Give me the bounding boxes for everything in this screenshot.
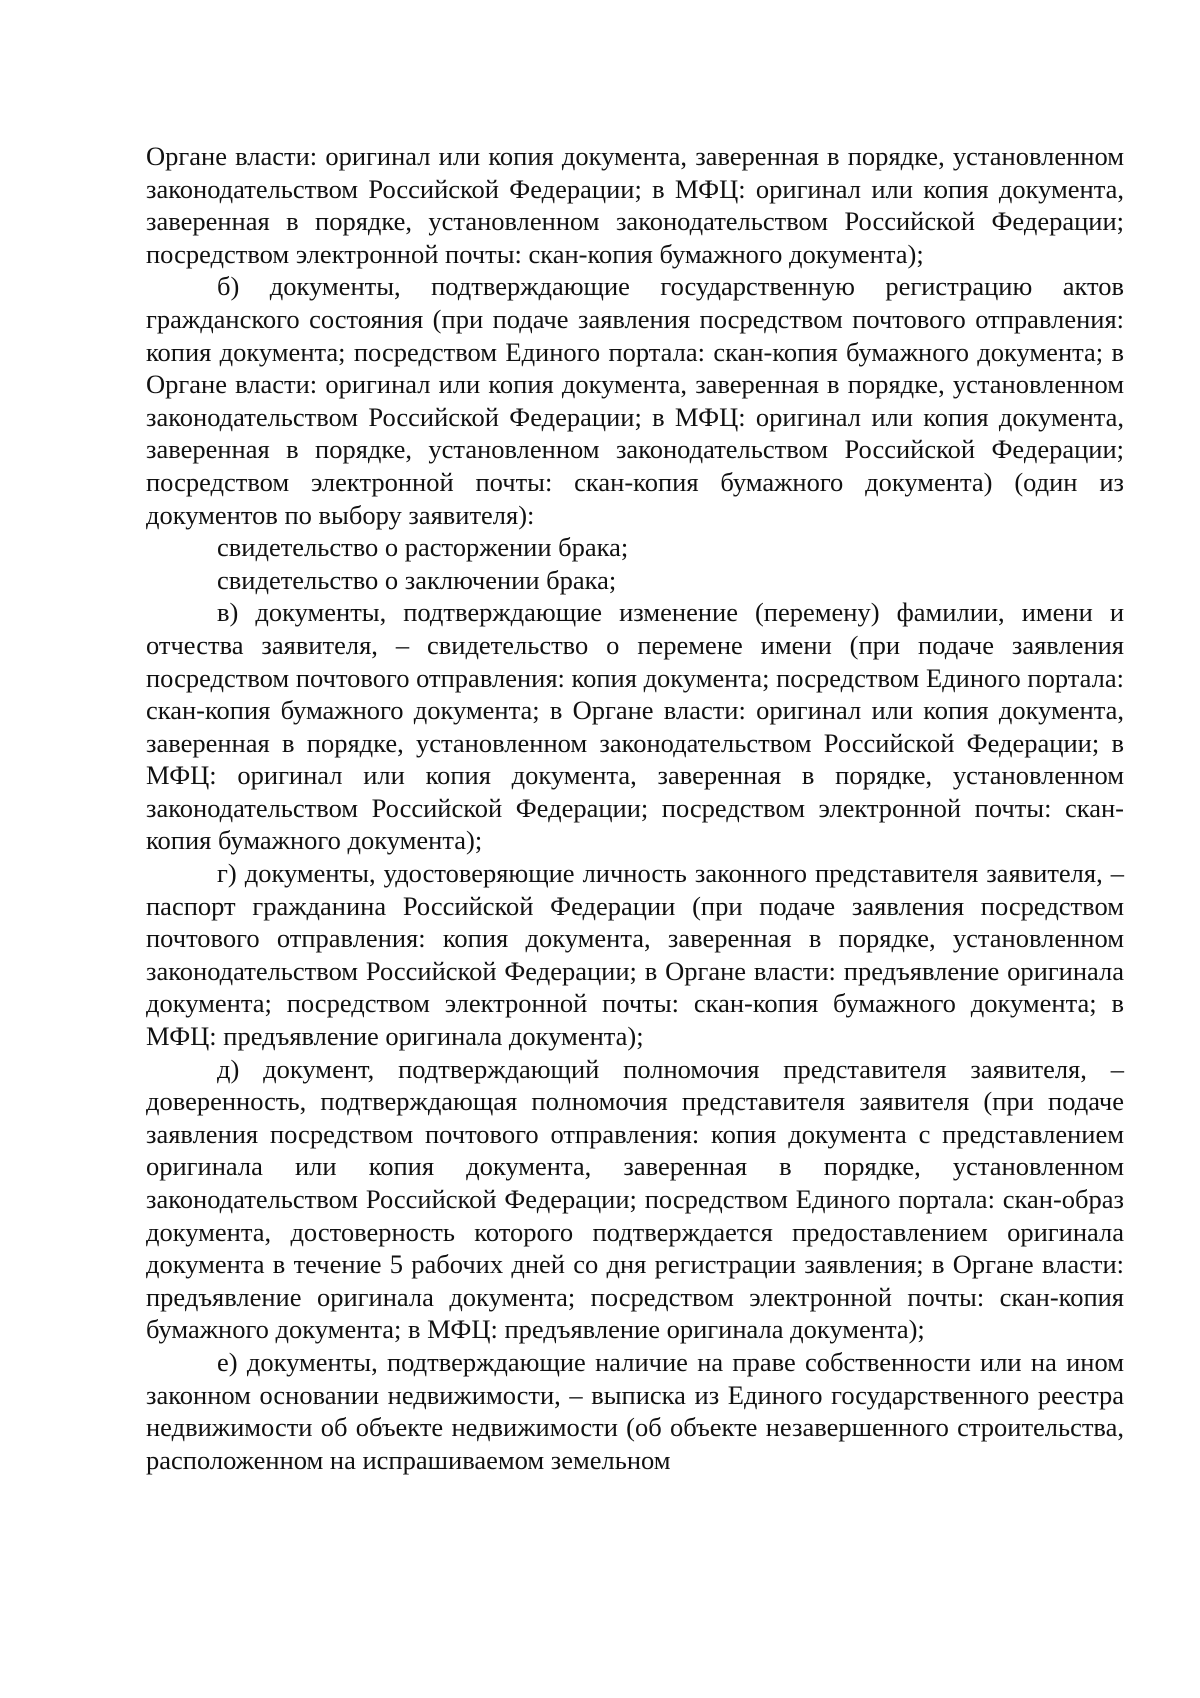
paragraph-item-d: д) документ, подтверждающий полномочия представителя заявителя, – доверенность, подтверждающая полномочия представителя заявителя (при подаче заявления посредством почтового отправления: копия документа с представлением оригинала или копия документа, заверенная в порядке, установленном законодательством Российской Федерации; посредством Единого портала: скан-образ документа, достоверность которого подтверждается предоставлением оригинала документа в течение 5 рабочих дней со дня регистрации заявления; в Органе власти: предъявление оригинала документа; посредством электронной почты: скан-копия бумажного документа; в МФЦ: предъявление оригинала документа); <box>146 1053 1124 1345</box>
list-item-divorce-certificate: свидетельство о расторжении брака; <box>217 532 629 563</box>
paragraph-item-g: г) документы, удостоверяющие личность законного представителя заявителя, – паспорт гражданина Российской Федерации (при подаче заявления посредством почтового отправления: копия документа, заверенная в порядке, установленном законодательством Российской Федерации; в Органе власти: предъявление оригинала документа; посредством электронной почты: скан-копия бумажного документа; в МФЦ: предъявление оригинала документа); <box>146 858 1124 1052</box>
document-body <box>146 140 1124 1476</box>
list-item-marriage-certificate: свидетельство о заключении брака; <box>217 564 617 595</box>
paragraph-item-e: е) документы, подтверждающие наличие на праве собственности или на ином законном основании недвижимости, – выписка из Единого государственного реестра недвижимости об объекте недвижимости (об объекте незавершенного строительства, расположенном на испрашиваемом земельном <box>146 1346 1124 1475</box>
paragraph-continuation: Органе власти: оригинал или копия документа, заверенная в порядке, установленном законодательством Российской Федерации; в МФЦ: оригинал или копия документа, заверенная в порядке, установленном законодательством Российской Федерации; посредством электронной почты: скан-копия бумажного документа); <box>146 141 1124 269</box>
paragraph-item-b: б) документы, подтверждающие государственную регистрацию актов гражданского состояния (при подаче заявления посредством почтового отправления: копия документа; посредством Единого портала: скан-копия бумажного документа; в Органе власти: оригинал или копия документа, заверенная в порядке, установленном законодательством Российской Федерации; в МФЦ: оригинал или копия документа, заверенная в порядке, установленном законодательством Российской Федерации; посредством электронной почты: скан-копия бумажного документа) (один из документов по выбору заявителя): <box>146 271 1124 530</box>
paragraph-item-v: в) документы, подтверждающие изменение (перемену) фамилии, имени и отчества заявителя, – свидетельство о перемене имени (при подаче заявления посредством почтового отправления: копия документа; посредством Единого портала: скан-копия бумажного документа; в Органе власти: оригинал или копия документа, заверенная в порядке, установленном законодательством Российской Федерации; в МФЦ: оригинал или копия документа, заверенная в порядке, установленном законодательством Российской Федерации; посредством электронной почты: скан-копия бумажного документа); <box>146 597 1124 856</box>
